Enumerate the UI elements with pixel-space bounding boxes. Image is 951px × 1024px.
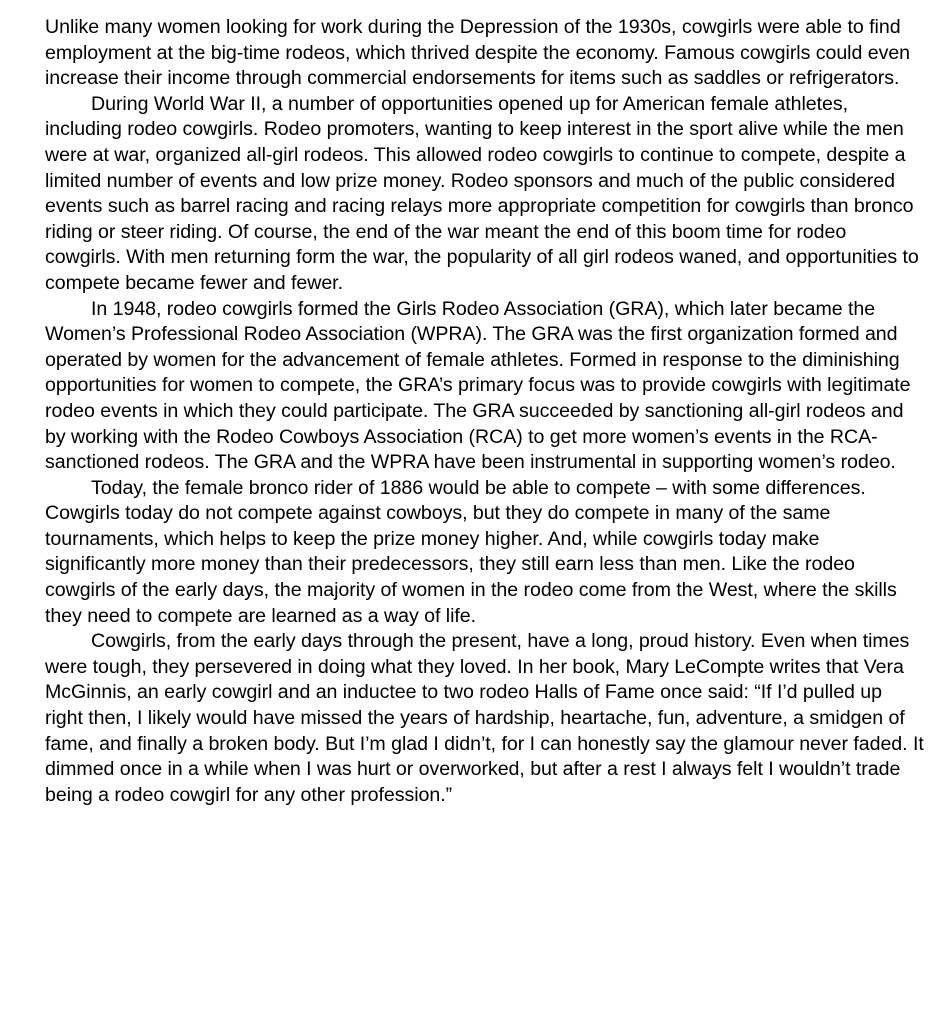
document-body [45,15,925,808]
paragraph-world-war-ii: During World War II, a number of opportunities opened up for American female athletes, including rodeo cowgirls. Rodeo promoters, wanting to keep interest in the sport alive while the men were at war, organized all-girl rodeos. This allowed rodeo cowgirls to continue to compete, despite a limited number of events and low prize money. Rodeo sponsors and much of the public considered events such as barrel racing and racing relays more appropriate competition for cowgirls than bronco riding or steer riding. Of course, the end of the war meant the end of this boom time for rodeo cowgirls. With men returning form the war, the popularity of all girl rodeos waned, and opportunities to compete became fewer and fewer. [45,92,919,294]
paragraph-today: Today, the female bronco rider of 1886 would be able to compete – with some differences. Cowgirls today do not compete against cowboys, but they do compete in many of the same tournaments, which helps to keep the prize money higher. And, while cowgirls today make significantly more money than their predecessors, they still earn less than men. Like the rodeo cowgirls of the early days, the majority of women in the rodeo come from the West, where the skills they need to compete are learned as a way of life. [45,476,897,627]
paragraph-depression-era: Unlike many women looking for work during the Depression of the 1930s, cowgirls were able to find employment at the big-time rodeos, which thrived despite the economy. Famous cowgirls could even increase their income through commercial endorsements for items such as saddles or refrigerators. [45,16,911,90]
paragraph-girls-rodeo-association: In 1948, rodeo cowgirls formed the Girls Rodeo Association (GRA), which later became the Women’s Professional Rodeo Association (WPRA). The GRA was the first organization formed and operated by women for the advancement of female athletes. Formed in response to the diminishing opportunities for women to compete, the GRA’s primary focus was to provide cowgirls with legitimate rodeo events in which they could participate. The GRA succeeded by sanctioning all-girl rodeos and by working with the Rodeo Cowboys Association (RCA) to get more women’s events in the RCA-sanctioned rodeos. The GRA and the WPRA have been instrumental in supporting women’s rodeo. [45,297,911,474]
paragraph-proud-history: Cowgirls, from the early days through the present, have a long, proud history. Even when times were tough, they persevered in doing what they loved. In her book, Mary LeCompte writes that Vera McGinnis, an early cowgirl and an inductee to two rodeo Halls of Fame once said: “If I’d pulled up right then, I likely would have missed the years of hardship, heartache, fun, adventure, a smidgen of fame, and finally a broken body. But I’m glad I didn’t, for I can honestly say the glamour never faded. It dimmed once in a while when I was hurt or overworked, but after a rest I always felt I wouldn’t trade being a rodeo cowgirl for any other profession.” [45,630,924,806]
